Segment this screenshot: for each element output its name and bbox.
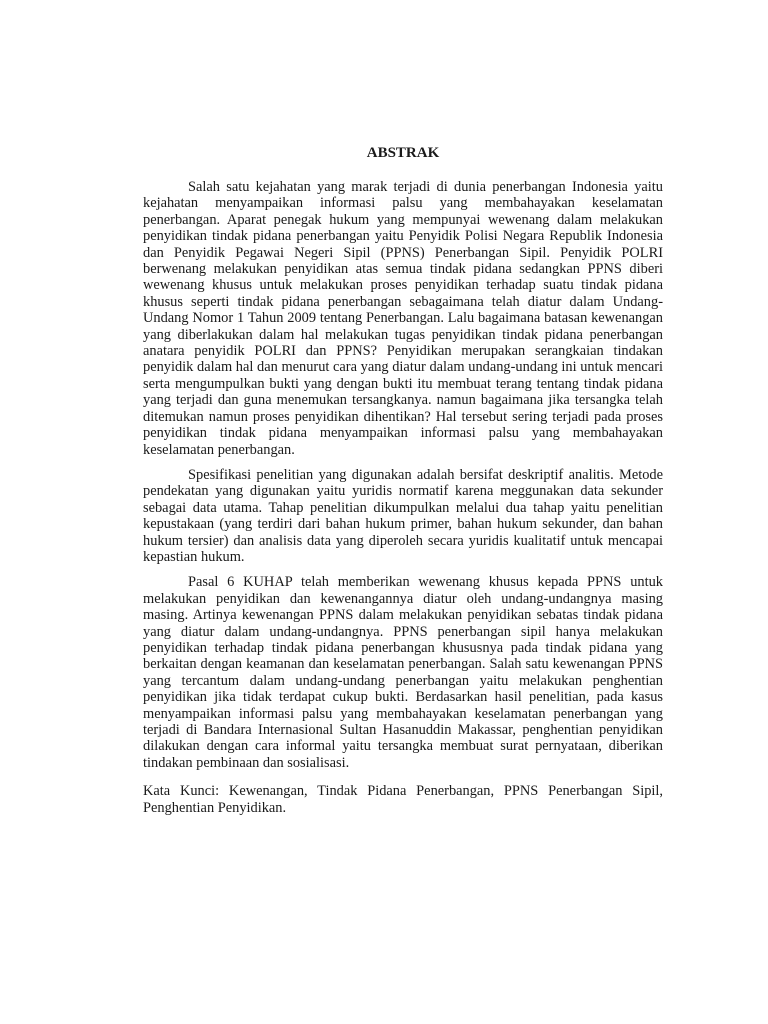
keywords-line: Kata Kunci: Kewenangan, Tindak Pidana Penerbangan, PPNS Penerbangan Sipil, Penghentian Penyidikan.	[143, 783, 663, 816]
abstract-page	[143, 143, 663, 816]
abstract-paragraph-2: Spesifikasi penelitian yang digunakan adalah bersifat deskriptif analitis. Metode pendekatan yang digunakan yaitu yuridis normatif karena meggunakan data sekunder sebagai data utama. Tahap penelitian dikumpulkan melalui dua tahap yaitu penelitian kepustakaan (yang terdiri dari bahan hukum primer, bahan hukum sekunder, dan bahan hukum tersier) dan analisis data yang diperoleh secara yuridis kualitatif untuk mencapai kepastian hukum.	[143, 466, 663, 565]
abstract-paragraph-3: Pasal 6 KUHAP telah memberikan wewenang khusus kepada PPNS untuk melakukan penyidikan dan kewenangannya diatur oleh undang-undangnya masing masing. Artinya kewenangan PPNS dalam melakukan penyidikan sebatas tindak pidana yang diatur dalam undang-undangnya. PPNS penerbangan sipil hanya melakukan penyidikan terhadap tindak pidana penerbangan khususnya pada tindak pidana yang berkaitan dengan keamanan dan keselamatan penerbangan. Salah satu kewenangan PPNS yang tercantum dalam undang-undang penerbangan yaitu melakukan penghentian penyidikan jika tidak terdapat cukup bukti. Berdasarkan hasil penelitian, pada kasus menyampaikan informasi palsu yang membahayakan keselamatan penerbangan yang terjadi di Bandara Internasional Sultan Hasanuddin Makassar, penghentian penyidikan dilakukan dengan cara informal yaitu tersangka membuat surat pernyataan, diberikan tindakan pembinaan dan sosialisasi.	[143, 574, 663, 771]
abstract-title: ABSTRAK	[366, 145, 440, 161]
abstract-paragraph-1: Salah satu kejahatan yang marak terjadi di dunia penerbangan Indonesia yaitu kejahatan menyampaikan informasi palsu yang membahayakan keselamatan penerbangan. Aparat penegak hukum yang mempunyai wewenang dalam melakukan penyidikan tindak pidana penerbangan yaitu Penyidik Polisi Negara Republik Indonesia dan Penyidik Pegawai Negeri Sipil (PPNS) Penerbangan Sipil. Penyidik POLRI berwenang melakukan penyidikan atas semua tindak pidana sedangkan PPNS diberi wewenang khusus untuk melakukan proses penyidikan terhadap suatu tindak pidana khusus seperti tindak pidana penerbangan sebagaimana telah diatur dalam Undang-Undang Nomor 1 Tahun 2009 tentang Penerbangan. Lalu bagaimana batasan kewenangan yang diberlakukan dalam hal melakukan tugas penyidikan tindak pidana penerbangan anatara penyidik POLRI dan PPNS? Penyidikan merupakan serangkaian tindakan penyidik dalam hal dan menurut cara yang diatur dalam undang-undang ini untuk mencari serta mengumpulkan bukti yang dengan bukti itu membuat terang tentang tindak pidana yang terjadi dan guna menemukan tersangkanya. namun bagaimana jika tersangka telah ditemukan namun proses penyidikan dihentikan? Hal tersebut sering terjadi pada proses penyidikan tindak pidana menyampaikan informasi palsu yang membahayakan keselamatan penerbangan.	[143, 179, 663, 458]
